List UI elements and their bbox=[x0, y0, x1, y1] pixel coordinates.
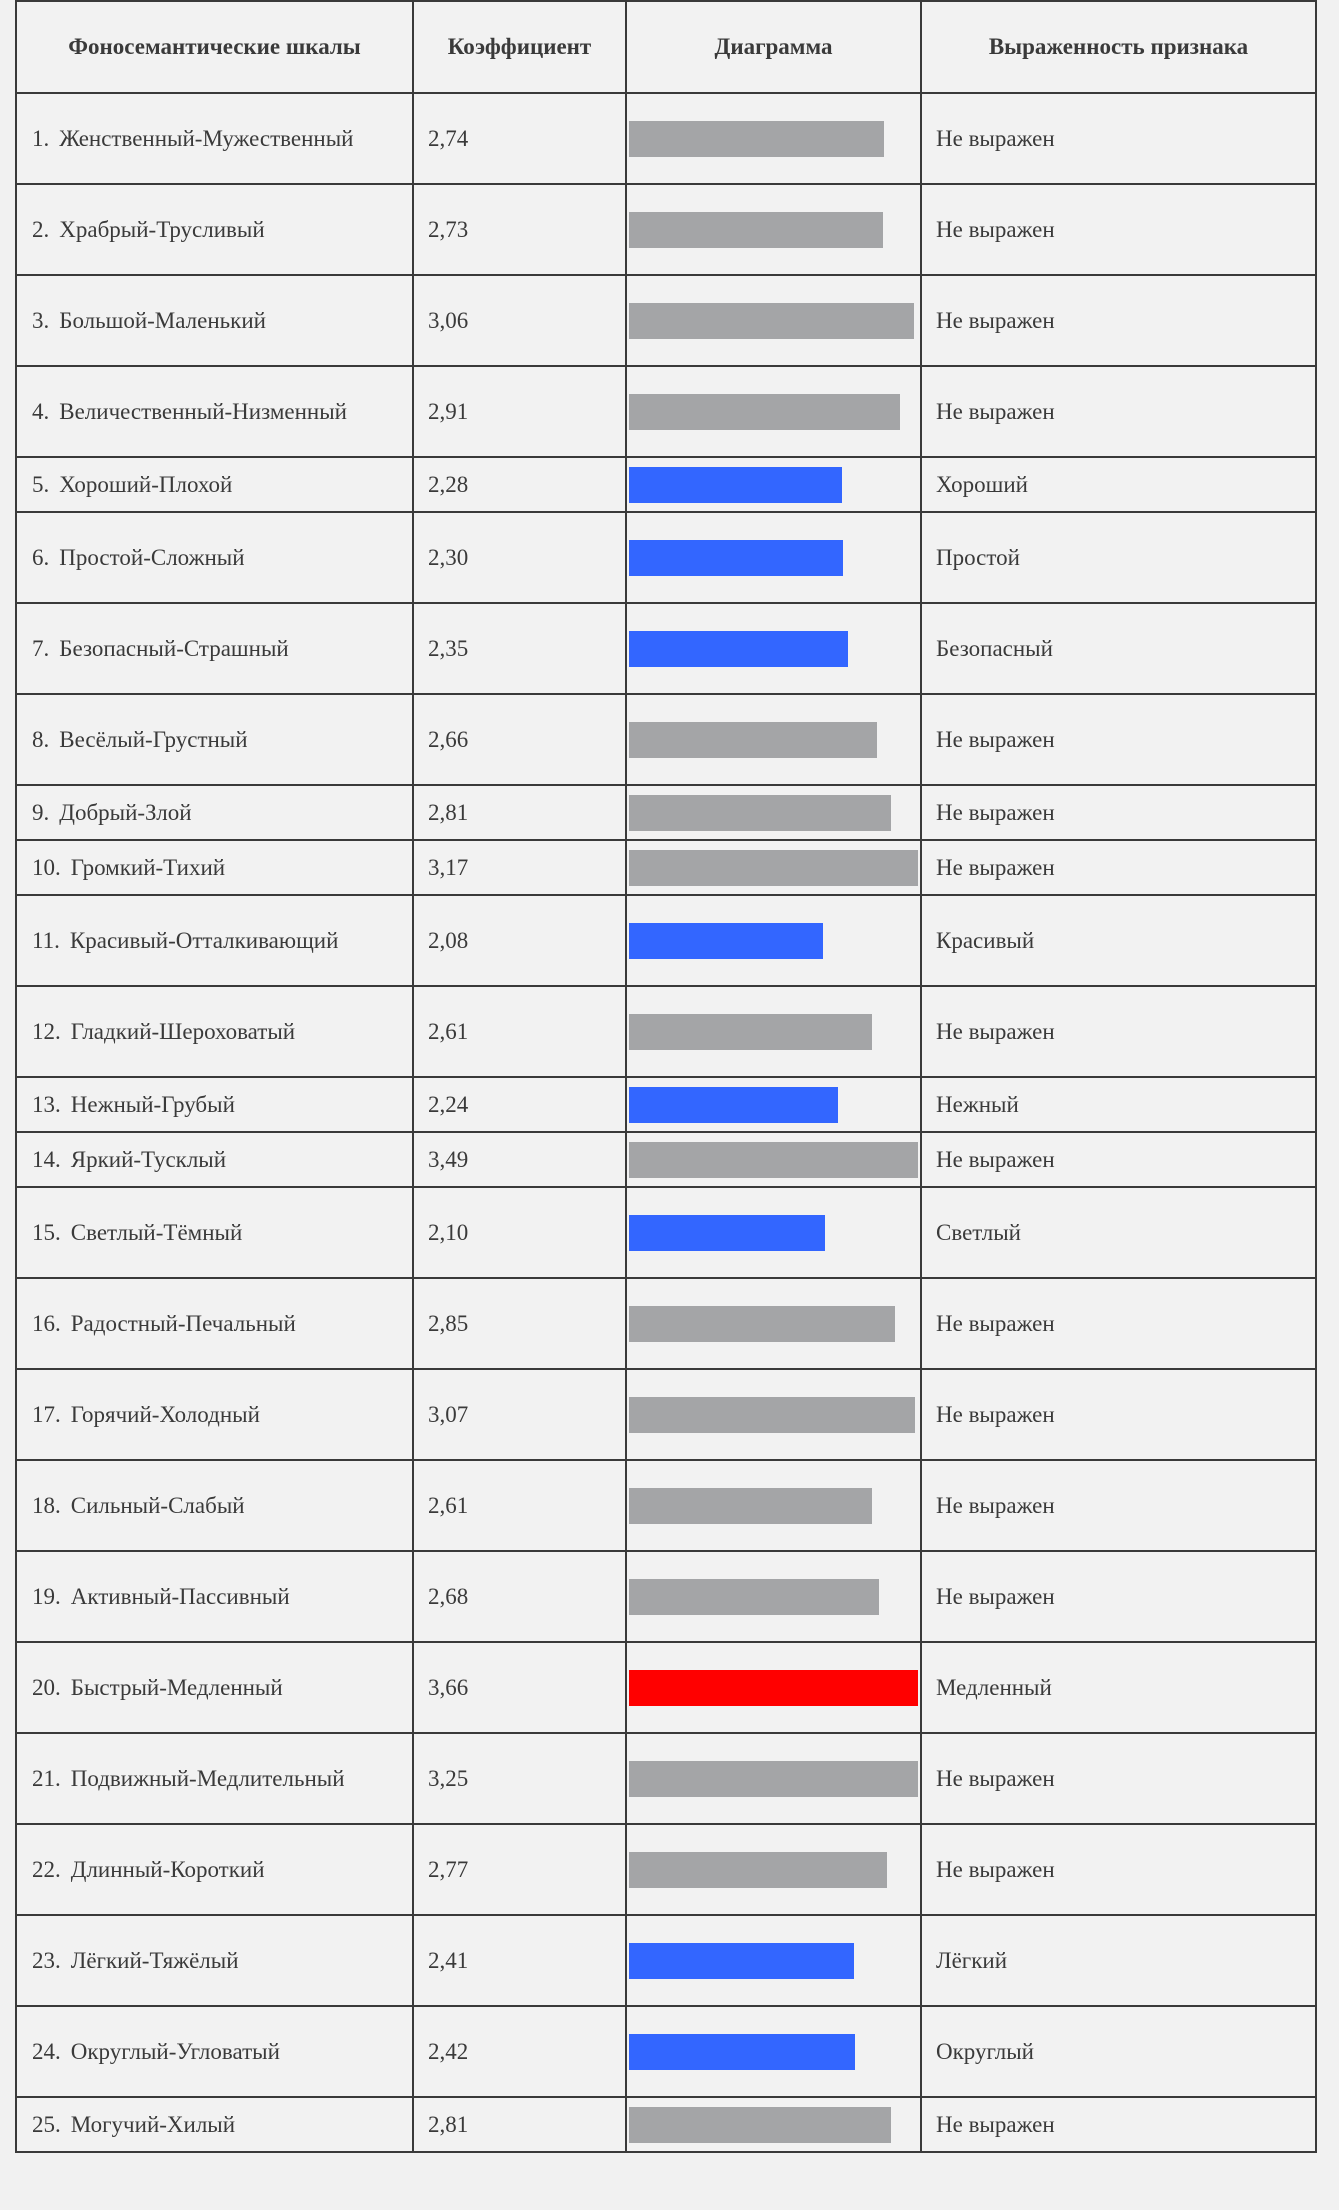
row-number: 3. bbox=[32, 307, 50, 333]
results-table-container bbox=[15, 0, 1315, 2153]
table-row bbox=[16, 895, 1316, 986]
table-row bbox=[16, 1460, 1316, 1551]
scale-name: Округлый-Угловатый bbox=[70, 2038, 280, 2064]
row-number: 24. bbox=[32, 2038, 61, 2064]
coefficient-value: 2,73 bbox=[413, 184, 626, 275]
scale-cell bbox=[16, 1187, 413, 1278]
row-number: 11. bbox=[32, 927, 60, 953]
row-number: 7. bbox=[32, 635, 50, 661]
row-number: 2. bbox=[32, 216, 50, 242]
table-row bbox=[16, 512, 1316, 603]
scale-cell bbox=[16, 1460, 413, 1551]
bar-track bbox=[629, 1014, 918, 1050]
scale-name: Могучий-Хилый bbox=[70, 2111, 236, 2137]
diagram-cell bbox=[626, 785, 921, 840]
diagram-bar bbox=[629, 212, 883, 248]
feature-expression: Хороший bbox=[921, 457, 1316, 512]
scale-name: Большой-Маленький bbox=[59, 307, 266, 333]
diagram-bar bbox=[629, 2107, 891, 2143]
table-row bbox=[16, 1733, 1316, 1824]
diagram-bar bbox=[629, 1306, 895, 1342]
diagram-cell bbox=[626, 1278, 921, 1369]
feature-expression: Простой bbox=[921, 512, 1316, 603]
diagram-bar bbox=[629, 467, 842, 503]
table-row bbox=[16, 1369, 1316, 1460]
diagram-bar bbox=[629, 1142, 918, 1178]
scale-cell bbox=[16, 93, 413, 184]
bar-track bbox=[629, 1087, 918, 1123]
coefficient-value: 2,35 bbox=[413, 603, 626, 694]
coefficient-value: 2,61 bbox=[413, 1460, 626, 1551]
scale-cell bbox=[16, 275, 413, 366]
diagram-cell bbox=[626, 1077, 921, 1132]
diagram-cell bbox=[626, 1132, 921, 1187]
diagram-bar bbox=[629, 631, 848, 667]
bar-track bbox=[629, 795, 918, 831]
bar-track bbox=[629, 1215, 918, 1251]
coefficient-value: 3,07 bbox=[413, 1369, 626, 1460]
scale-name: Длинный-Короткий bbox=[70, 1856, 265, 1882]
diagram-cell bbox=[626, 895, 921, 986]
row-number: 4. bbox=[32, 398, 50, 424]
coefficient-value: 2,42 bbox=[413, 2006, 626, 2097]
scale-name: Женственный-Мужественный bbox=[59, 125, 354, 151]
row-number: 15. bbox=[32, 1219, 61, 1245]
table-row bbox=[16, 1915, 1316, 2006]
scale-name: Величественный-Низменный bbox=[59, 398, 347, 424]
coefficient-value: 2,81 bbox=[413, 785, 626, 840]
coefficient-value: 2,66 bbox=[413, 694, 626, 785]
diagram-cell bbox=[626, 603, 921, 694]
diagram-cell bbox=[626, 1369, 921, 1460]
table-row bbox=[16, 986, 1316, 1077]
bar-track bbox=[629, 1579, 918, 1615]
bar-track bbox=[629, 1142, 918, 1178]
scale-cell bbox=[16, 895, 413, 986]
table-row bbox=[16, 1642, 1316, 1733]
coefficient-value: 2,81 bbox=[413, 2097, 626, 2152]
bar-track bbox=[629, 394, 918, 430]
table-row bbox=[16, 694, 1316, 785]
scale-cell bbox=[16, 603, 413, 694]
feature-expression: Не выражен bbox=[921, 694, 1316, 785]
row-number: 10. bbox=[32, 854, 61, 880]
scale-name: Светлый-Тёмный bbox=[70, 1219, 243, 1245]
table-row bbox=[16, 93, 1316, 184]
scale-cell bbox=[16, 1642, 413, 1733]
scale-name: Хороший-Плохой bbox=[59, 471, 233, 497]
diagram-bar bbox=[629, 923, 823, 959]
bar-track bbox=[629, 303, 918, 339]
coefficient-value: 3,17 bbox=[413, 840, 626, 895]
table-row bbox=[16, 1551, 1316, 1642]
bar-track bbox=[629, 923, 918, 959]
bar-track bbox=[629, 121, 918, 157]
row-number: 21. bbox=[32, 1765, 61, 1791]
coefficient-value: 2,30 bbox=[413, 512, 626, 603]
feature-expression: Не выражен bbox=[921, 184, 1316, 275]
coefficient-value: 2,74 bbox=[413, 93, 626, 184]
feature-expression: Не выражен bbox=[921, 986, 1316, 1077]
table-row bbox=[16, 1278, 1316, 1369]
bar-track bbox=[629, 2107, 918, 2143]
coefficient-value: 2,28 bbox=[413, 457, 626, 512]
scale-name: Активный-Пассивный bbox=[70, 1583, 290, 1609]
diagram-bar bbox=[629, 1579, 879, 1615]
coefficient-value: 3,25 bbox=[413, 1733, 626, 1824]
feature-expression: Не выражен bbox=[921, 1278, 1316, 1369]
diagram-cell bbox=[626, 184, 921, 275]
coefficient-value: 3,66 bbox=[413, 1642, 626, 1733]
coefficient-value: 2,10 bbox=[413, 1187, 626, 1278]
feature-expression: Медленный bbox=[921, 1642, 1316, 1733]
row-number: 22. bbox=[32, 1856, 61, 1882]
diagram-cell bbox=[626, 275, 921, 366]
table-header-row bbox=[16, 1, 1316, 93]
scale-name: Лёгкий-Тяжёлый bbox=[70, 1947, 239, 1973]
row-number: 13. bbox=[32, 1091, 61, 1117]
coefficient-value: 2,77 bbox=[413, 1824, 626, 1915]
scale-name: Простой-Сложный bbox=[59, 544, 245, 570]
table-row bbox=[16, 785, 1316, 840]
scale-cell bbox=[16, 1077, 413, 1132]
scale-cell bbox=[16, 512, 413, 603]
feature-expression: Не выражен bbox=[921, 2097, 1316, 2152]
scale-cell bbox=[16, 457, 413, 512]
scale-cell bbox=[16, 840, 413, 895]
diagram-cell bbox=[626, 1187, 921, 1278]
coefficient-value: 3,06 bbox=[413, 275, 626, 366]
scale-name: Добрый-Злой bbox=[59, 799, 192, 825]
table-row bbox=[16, 184, 1316, 275]
diagram-cell bbox=[626, 1642, 921, 1733]
coefficient-value: 2,91 bbox=[413, 366, 626, 457]
scale-name: Горячий-Холодный bbox=[70, 1401, 260, 1427]
diagram-cell bbox=[626, 986, 921, 1077]
diagram-bar bbox=[629, 121, 884, 157]
bar-track bbox=[629, 2034, 918, 2070]
bar-track bbox=[629, 540, 918, 576]
table-row bbox=[16, 2097, 1316, 2152]
diagram-cell bbox=[626, 457, 921, 512]
table-row bbox=[16, 275, 1316, 366]
table-body bbox=[16, 93, 1316, 2152]
diagram-cell bbox=[626, 2097, 921, 2152]
table-row bbox=[16, 603, 1316, 694]
scale-name: Красивый-Отталкивающий bbox=[69, 927, 339, 953]
scale-cell bbox=[16, 1824, 413, 1915]
diagram-cell bbox=[626, 2006, 921, 2097]
row-number: 17. bbox=[32, 1401, 61, 1427]
diagram-bar bbox=[629, 1670, 918, 1706]
feature-expression: Не выражен bbox=[921, 840, 1316, 895]
diagram-cell bbox=[626, 694, 921, 785]
scale-name: Яркий-Тусклый bbox=[70, 1146, 227, 1172]
scale-name: Весёлый-Грустный bbox=[59, 726, 248, 752]
scale-cell bbox=[16, 1278, 413, 1369]
row-number: 14. bbox=[32, 1146, 61, 1172]
feature-expression: Не выражен bbox=[921, 1132, 1316, 1187]
table-row bbox=[16, 1132, 1316, 1187]
row-number: 6. bbox=[32, 544, 50, 570]
diagram-cell bbox=[626, 1824, 921, 1915]
scale-name: Сильный-Слабый bbox=[70, 1492, 245, 1518]
diagram-bar bbox=[629, 1397, 915, 1433]
coefficient-value: 2,85 bbox=[413, 1278, 626, 1369]
feature-expression: Округлый bbox=[921, 2006, 1316, 2097]
bar-track bbox=[629, 631, 918, 667]
diagram-cell bbox=[626, 1915, 921, 2006]
table-row bbox=[16, 1187, 1316, 1278]
scale-cell bbox=[16, 2097, 413, 2152]
row-number: 9. bbox=[32, 799, 50, 825]
scale-name: Нежный-Грубый bbox=[70, 1091, 235, 1117]
scale-cell bbox=[16, 694, 413, 785]
row-number: 20. bbox=[32, 1674, 61, 1700]
diagram-bar bbox=[629, 540, 843, 576]
feature-expression: Не выражен bbox=[921, 366, 1316, 457]
table-row bbox=[16, 366, 1316, 457]
diagram-cell bbox=[626, 93, 921, 184]
feature-expression: Не выражен bbox=[921, 1824, 1316, 1915]
diagram-bar bbox=[629, 2034, 855, 2070]
coefficient-value: 2,61 bbox=[413, 986, 626, 1077]
scale-cell bbox=[16, 366, 413, 457]
feature-expression: Нежный bbox=[921, 1077, 1316, 1132]
feature-expression: Не выражен bbox=[921, 1369, 1316, 1460]
row-number: 16. bbox=[32, 1310, 61, 1336]
row-number: 19. bbox=[32, 1583, 61, 1609]
diagram-bar bbox=[629, 1087, 838, 1123]
diagram-bar bbox=[629, 795, 891, 831]
header-coefficient: Коэффициент bbox=[413, 1, 626, 93]
diagram-cell bbox=[626, 1733, 921, 1824]
coefficient-value: 2,24 bbox=[413, 1077, 626, 1132]
scale-cell bbox=[16, 986, 413, 1077]
row-number: 12. bbox=[32, 1018, 61, 1044]
feature-expression: Красивый bbox=[921, 895, 1316, 986]
scale-cell bbox=[16, 785, 413, 840]
bar-track bbox=[629, 1397, 918, 1433]
feature-expression: Не выражен bbox=[921, 1733, 1316, 1824]
header-feature: Выраженность признака bbox=[921, 1, 1316, 93]
diagram-bar bbox=[629, 303, 914, 339]
coefficient-value: 2,08 bbox=[413, 895, 626, 986]
table-row bbox=[16, 2006, 1316, 2097]
bar-track bbox=[629, 1306, 918, 1342]
scale-cell bbox=[16, 1551, 413, 1642]
bar-track bbox=[629, 1761, 918, 1797]
scale-name: Храбрый-Трусливый bbox=[59, 216, 265, 242]
scale-cell bbox=[16, 2006, 413, 2097]
row-number: 5. bbox=[32, 471, 50, 497]
row-number: 25. bbox=[32, 2111, 61, 2137]
scale-name: Громкий-Тихий bbox=[70, 854, 226, 880]
feature-expression: Не выражен bbox=[921, 1551, 1316, 1642]
feature-expression: Лёгкий bbox=[921, 1915, 1316, 2006]
diagram-bar bbox=[629, 1852, 887, 1888]
scale-name: Гладкий-Шероховатый bbox=[70, 1018, 296, 1044]
diagram-bar bbox=[629, 722, 877, 758]
bar-track bbox=[629, 1943, 918, 1979]
row-number: 8. bbox=[32, 726, 50, 752]
scale-cell bbox=[16, 1733, 413, 1824]
header-diagram: Диаграмма bbox=[626, 1, 921, 93]
scale-cell bbox=[16, 184, 413, 275]
feature-expression: Светлый bbox=[921, 1187, 1316, 1278]
row-number: 1. bbox=[32, 125, 50, 151]
feature-expression: Не выражен bbox=[921, 785, 1316, 840]
coefficient-value: 2,41 bbox=[413, 1915, 626, 2006]
feature-expression: Не выражен bbox=[921, 93, 1316, 184]
bar-track bbox=[629, 1488, 918, 1524]
header-scale: Фоносемантические шкалы bbox=[16, 1, 413, 93]
diagram-bar bbox=[629, 1488, 872, 1524]
bar-track bbox=[629, 212, 918, 248]
bar-track bbox=[629, 1852, 918, 1888]
diagram-cell bbox=[626, 840, 921, 895]
diagram-bar bbox=[629, 394, 900, 430]
scale-cell bbox=[16, 1915, 413, 2006]
feature-expression: Не выражен bbox=[921, 1460, 1316, 1551]
scale-name: Безопасный-Страшный bbox=[59, 635, 289, 661]
coefficient-value: 2,68 bbox=[413, 1551, 626, 1642]
diagram-cell bbox=[626, 1460, 921, 1551]
feature-expression: Безопасный bbox=[921, 603, 1316, 694]
diagram-bar bbox=[629, 1943, 854, 1979]
scale-cell bbox=[16, 1369, 413, 1460]
table-row bbox=[16, 840, 1316, 895]
diagram-bar bbox=[629, 850, 918, 886]
diagram-cell bbox=[626, 1551, 921, 1642]
scale-name: Быстрый-Медленный bbox=[70, 1674, 283, 1700]
bar-track bbox=[629, 467, 918, 503]
row-number: 18. bbox=[32, 1492, 61, 1518]
table-row bbox=[16, 457, 1316, 512]
feature-expression: Не выражен bbox=[921, 275, 1316, 366]
row-number: 23. bbox=[32, 1947, 61, 1973]
coefficient-value: 3,49 bbox=[413, 1132, 626, 1187]
scale-name: Подвижный-Медлительный bbox=[70, 1765, 345, 1791]
diagram-bar bbox=[629, 1215, 825, 1251]
phonosemantic-table bbox=[15, 0, 1317, 2153]
bar-track bbox=[629, 850, 918, 886]
diagram-cell bbox=[626, 512, 921, 603]
bar-track bbox=[629, 1670, 918, 1706]
diagram-bar bbox=[629, 1761, 918, 1797]
table-row bbox=[16, 1824, 1316, 1915]
table-row bbox=[16, 1077, 1316, 1132]
diagram-bar bbox=[629, 1014, 872, 1050]
scale-name: Радостный-Печальный bbox=[70, 1310, 296, 1336]
diagram-cell bbox=[626, 366, 921, 457]
scale-cell bbox=[16, 1132, 413, 1187]
bar-track bbox=[629, 722, 918, 758]
